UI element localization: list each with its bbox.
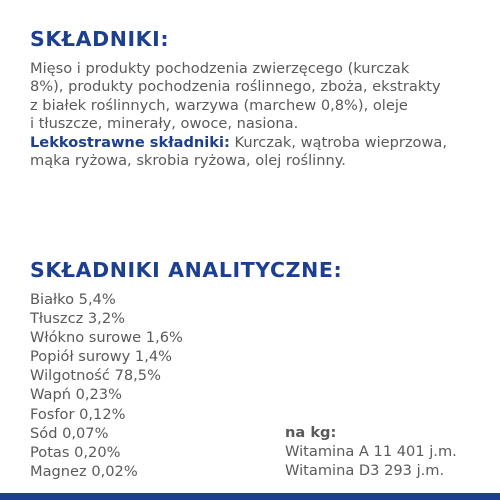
bottom-band xyxy=(0,493,500,500)
ingredients-heading: SKŁADNIKI: xyxy=(30,27,170,51)
analytical-value: Białko 5,4% xyxy=(30,291,116,308)
ingredients-line: i tłuszcze, minerały, owoce, nasiona. xyxy=(30,115,299,133)
digestible-ingredients-text: Kurczak, wątroba wieprzowa, xyxy=(229,133,448,151)
analytical-value: Fosfor 0,12% xyxy=(30,405,126,423)
per-kg-value: Witamina A 11 401 j.m. xyxy=(285,443,457,461)
per-kg-value: Witamina D3 293 j.m. xyxy=(285,462,445,480)
ingredients-line: 8%), produkty pochodzenia roślinnego, zboża, ekstrakty xyxy=(30,78,441,96)
analytical-value: Sód 0,07% xyxy=(30,424,109,442)
per-kg-list xyxy=(285,423,457,480)
analytical-value: Wapń 0,23% xyxy=(30,386,122,404)
analytical-value: Magnez 0,02% xyxy=(30,462,138,480)
analytical-values-list xyxy=(30,290,183,481)
ingredients-paragraph xyxy=(30,60,490,170)
analytical-value: Popiół surowy 1,4% xyxy=(30,348,172,366)
per-kg-label: na kg: xyxy=(285,424,337,441)
analytical-value: Potas 0,20% xyxy=(30,443,121,461)
analytical-heading: SKŁADNIKI ANALITYCZNE: xyxy=(30,258,343,282)
analytical-value: Włókno surowe 1,6% xyxy=(30,329,183,347)
digestible-ingredients-label: Lekkostrawne składniki: xyxy=(30,133,230,151)
ingredients-line: Mięso i produkty pochodzenia zwierzęcego (kurczak xyxy=(30,60,410,77)
digestible-ingredients-line: mąka ryżowa, skrobia ryżowa, olej roślinny. xyxy=(30,152,346,170)
ingredients-line: z białek roślinnych, warzywa (marchew 0,8%), oleje xyxy=(30,96,408,114)
analytical-value: Tłuszcz 3,2% xyxy=(30,310,125,328)
analytical-value: Wilgotność 78,5% xyxy=(30,367,161,385)
digestible-ingredients-line xyxy=(30,134,490,152)
